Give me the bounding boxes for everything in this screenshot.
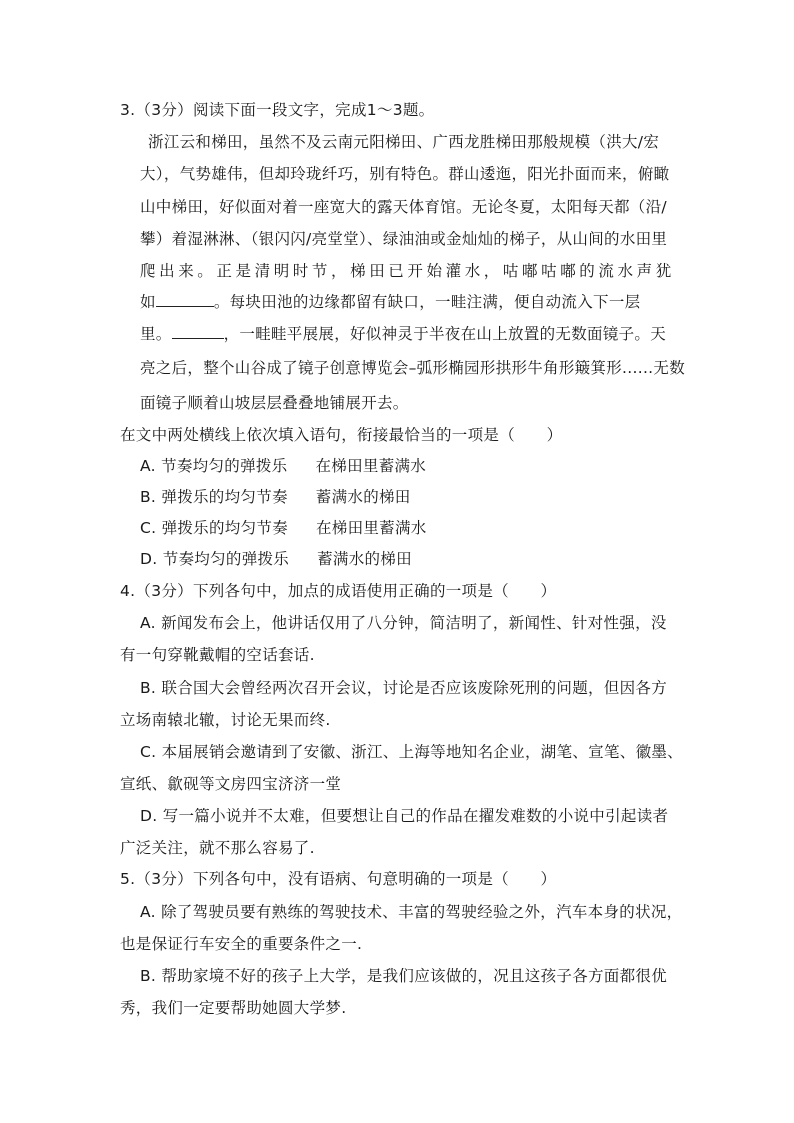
passage-text: 里。	[140, 325, 172, 343]
option-text: 蓄满水的梯田	[315, 488, 411, 506]
q3-header: 3.（3分）阅读下面一段文字，完成1～3题。	[120, 101, 435, 119]
option-text: B. 弹拨乐的均匀节奏	[140, 488, 288, 506]
option-text: 在梯田里蓄满水	[315, 519, 427, 537]
q5-option-b: B. 帮助家境不好的孩子上大学，是我们应该做的，况且这孩子各方面都很优	[140, 967, 667, 985]
fill-blank-2	[172, 324, 224, 339]
q4-option-d-cont: 广泛关注，就不那么容易了.	[120, 839, 315, 857]
q5-option-b-cont: 秀，我们一定要帮助她圆大学梦.	[120, 999, 347, 1017]
passage-line: 浙江云和梯田，虽然不及云南元阳梯田、广西龙胜梯田那般规模（洪大/宏	[148, 133, 660, 151]
q4-option-b: B. 联合国大会曾经两次召开会议，讨论是否应该废除死刑的问题，但因各方	[140, 679, 667, 697]
fill-blank-1	[156, 292, 214, 307]
q5-option-a: A. 除了驾驶员要有熟练的驾驶技术、丰富的驾驶经验之外，汽车本身的状况，	[140, 903, 683, 921]
q3-option-a	[140, 456, 426, 476]
q5-header: 5.（3分）下列各句中，没有语病、句意明确的一项是（ ）	[120, 870, 557, 888]
q4-header: 4.（3分）下列各句中，加点的成语使用正确的一项是（ ）	[120, 582, 557, 600]
option-text: 在梯田里蓄满水	[315, 457, 427, 475]
option-text: 蓄满水的梯田	[317, 550, 412, 568]
q3-stem: 在文中两处横线上依次填入语句，衔接最恰当的一项是（ ）	[120, 426, 563, 444]
passage-line: 爬出来。正是清明时节，梯田已开始灌水，咕嘟咕嘟的流水声犹	[140, 262, 675, 280]
passage-line: 面镜子顺着山坡层层叠叠地铺展开去。	[140, 394, 409, 412]
passage-text: 如	[140, 293, 156, 311]
q4-option-a: A. 新闻发布会上，他讲话仅用了八分钟，简洁明了，新闻性、针对性强，没	[140, 614, 667, 632]
passage-line: 山中梯田，好似面对着一座宽大的露天体育馆。无论冬夏，太阳每天都（沿/	[140, 198, 667, 216]
q4-option-b-cont: 立场南辕北辙，讨论无果而终.	[120, 711, 331, 729]
q4-option-c-cont: 宣纸、歙砚等文房四宝济济一堂	[120, 775, 342, 793]
option-text: A. 节奏均匀的弹拨乐	[140, 457, 288, 475]
passage-line: 大），气势雄伟，但却玲珑纤巧，别有特色。群山逶迤，阳光扑面而来，俯瞰	[140, 165, 670, 183]
passage-line: 亮之后，整个山谷成了镜子创意博览会–弧形椭园形拱形牛角形簸箕形......无数	[140, 359, 686, 377]
q4-option-a-cont: 有一句穿靴戴帽的空话套话.	[120, 646, 315, 664]
q5-option-a-cont: 也是保证行车安全的重要条件之一.	[120, 935, 363, 953]
passage-text: ，一畦畦平展展，好似神灵于半夜在山上放置的无数面镜子。天	[223, 325, 667, 343]
passage-text: 。每块田池的边缘都留有缺口，一畦注满，便自动流入下一层	[213, 293, 641, 311]
q4-option-d: D. 写一篇小说并不太难，但要想让自己的作品在擢发难数的小说中引起读者	[140, 807, 669, 825]
passage-line: 攀）着湿淋淋、（银闪闪/亮堂堂）、绿油油或金灿灿的梯子，从山间的水田里	[140, 230, 668, 248]
passage-line	[140, 324, 666, 344]
option-text: C. 弹拨乐的均匀节奏	[140, 519, 288, 537]
q3-option-b	[140, 487, 411, 507]
q4-option-c: C. 本届展销会邀请到了安徽、浙江、上海等地知名企业，湖笔、宣笔、徽墨、	[140, 743, 683, 761]
option-text: D. 节奏均匀的弹拨乐	[140, 550, 290, 568]
q3-option-c	[140, 518, 427, 538]
passage-line	[140, 292, 640, 312]
q3-option-d	[140, 549, 412, 569]
